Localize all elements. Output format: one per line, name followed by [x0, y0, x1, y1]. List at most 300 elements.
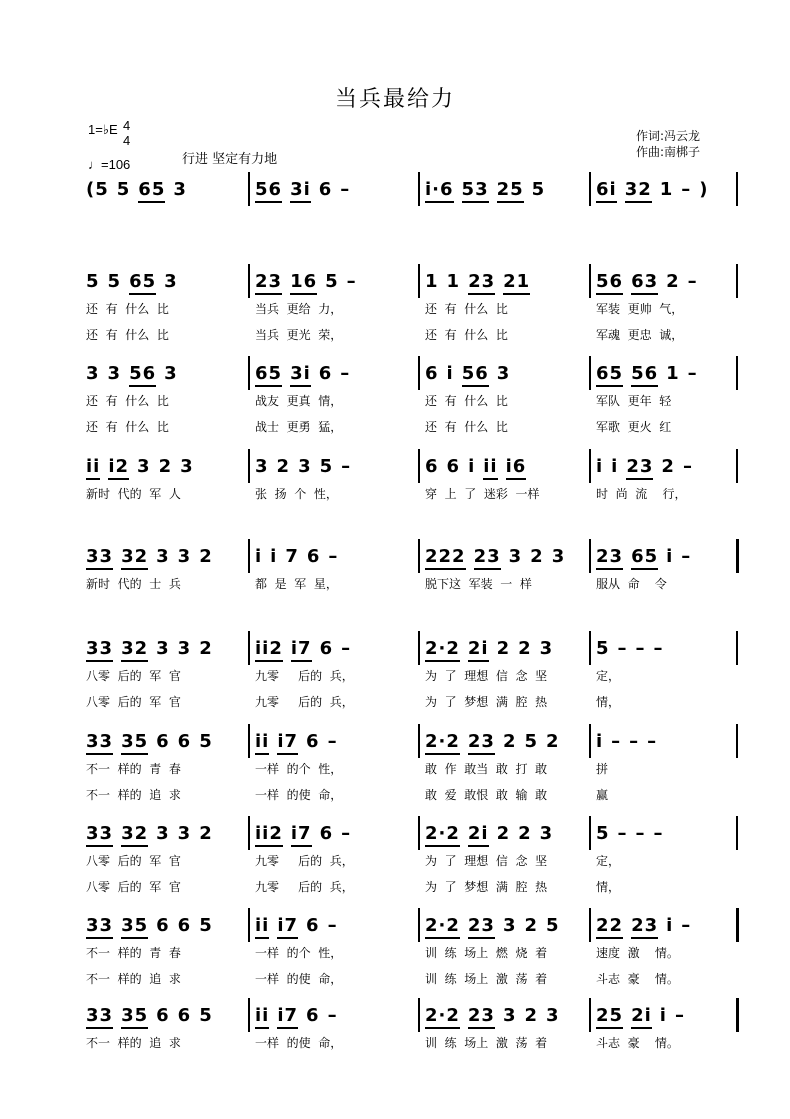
lyric-verse-1: 九零 后的 兵， [255, 854, 354, 868]
note: 2 [524, 1005, 539, 1026]
note: – [327, 1005, 338, 1026]
bar-line [589, 724, 591, 758]
note: 5 [199, 915, 213, 936]
lyric-verse-1: 九零 后的 兵， [255, 669, 354, 683]
bar-line [418, 449, 420, 483]
note: – [341, 823, 352, 844]
time-signature [123, 118, 130, 148]
note: 56 [462, 363, 489, 387]
bar-line [589, 816, 591, 850]
lyric-verse-1: 军队 更年 轻 [596, 394, 672, 408]
measure [596, 270, 706, 296]
note: 33 [86, 823, 113, 847]
note: 56 [255, 179, 282, 203]
note: ii [255, 1005, 269, 1029]
note: 33 [86, 546, 113, 570]
note: 33 [86, 1005, 113, 1029]
note: 3 [551, 546, 566, 567]
lyric-verse-2: 敢 爱 敢恨 敢 输 敢 [425, 788, 548, 802]
lyric-verse-2: 军歌 更火 红 [596, 420, 672, 434]
credits [636, 128, 700, 160]
bar-line [418, 816, 420, 850]
note: – [682, 456, 693, 477]
note: – [635, 638, 646, 659]
note: 23 [474, 546, 501, 570]
note: 3 [177, 546, 192, 567]
notes-line [0, 545, 790, 571]
measure [596, 730, 665, 756]
notes-line [0, 822, 790, 848]
note: 3 [177, 823, 192, 844]
note: 6 [318, 363, 333, 384]
note: 3 [177, 638, 192, 659]
note: 2 [661, 456, 675, 477]
note: 3i [290, 363, 311, 387]
bar-line [736, 172, 738, 206]
note: 3 [107, 363, 122, 384]
lyric-verse-1: 定， [596, 854, 621, 868]
measure [255, 822, 359, 848]
note: – [653, 638, 664, 659]
note: (5 [86, 179, 109, 200]
lyric-verse-2: 情， [596, 880, 621, 894]
lyric-verse-1: 新时 代的 军 人 [86, 487, 181, 501]
bar-line [736, 998, 739, 1032]
measure [86, 545, 221, 571]
bar-line [418, 539, 420, 573]
measure [596, 362, 706, 388]
note: 23 [631, 915, 658, 939]
note: 3 [173, 179, 187, 200]
note: – [340, 179, 351, 200]
note: 2 [518, 823, 532, 844]
note: 65 [631, 546, 658, 570]
note: 3 [508, 546, 523, 567]
measure [596, 545, 699, 571]
note: 3 [496, 363, 511, 384]
lyric-verse-2: 为 了 梦想 满 腔 热 [425, 695, 548, 709]
bar-line [736, 631, 738, 665]
note: 2·2 [425, 638, 460, 662]
note: i7 [277, 1005, 298, 1029]
measure [255, 637, 359, 663]
note: ii [86, 456, 100, 480]
measure [255, 730, 346, 756]
lyric-verse-2: 八零 后的 军 官 [86, 695, 181, 709]
note: 25 [596, 1005, 623, 1029]
lyric-verse-1: 训 练 场上 激 荡 着 [425, 1036, 548, 1050]
lyric-verse-1: 一样 的个 性， [255, 762, 343, 776]
note: 32 [121, 823, 148, 847]
note: 6 [319, 638, 334, 659]
time-top: 4 [123, 118, 131, 133]
measure [255, 1004, 346, 1030]
note: 3 [156, 638, 170, 659]
lyric-verse-2: 一样 的使 命， [255, 788, 343, 802]
lyric-verse-2: 九零 后的 兵， [255, 880, 354, 894]
note: – [327, 731, 338, 752]
note: – [327, 915, 338, 936]
measure [425, 914, 568, 940]
note: 23 [255, 271, 282, 295]
note: i [596, 731, 604, 752]
note: 2 [276, 456, 291, 477]
note: 5 [319, 456, 334, 477]
note: 56 [631, 363, 658, 387]
notes-line [0, 362, 790, 388]
lyric-verse-1: 都 是 军 星， [255, 577, 338, 591]
note: – [674, 1005, 685, 1026]
note: 23 [468, 1005, 495, 1029]
notes-line [0, 455, 790, 481]
note: ii2 [255, 638, 283, 662]
note: – [681, 546, 692, 567]
lyric-verse-1: 不一 样的 追 求 [86, 1036, 181, 1050]
note: 2·2 [425, 731, 460, 755]
bar-line [589, 356, 591, 390]
note: 6 [306, 731, 320, 752]
measure [86, 455, 202, 481]
bar-line [418, 908, 420, 942]
note: 2·2 [425, 1005, 460, 1029]
lyric-verse-1: 八零 后的 军 官 [86, 669, 181, 683]
note: 3 [156, 546, 170, 567]
note: i7 [291, 638, 312, 662]
note: 2 [518, 638, 532, 659]
note: 3 [156, 823, 170, 844]
measure [425, 637, 561, 663]
note: 33 [86, 915, 113, 939]
note: 16 [290, 271, 317, 295]
note: 1 [666, 363, 680, 384]
note: 6 [425, 456, 439, 477]
note: 6 [156, 915, 170, 936]
note: 32 [121, 546, 148, 570]
lyric-verse-2: 军魂 更忠 诚， [596, 328, 684, 342]
lyric-verse-1: 还 有 什么 比 [86, 394, 169, 408]
note: 21 [503, 271, 530, 295]
note: 56 [596, 271, 623, 295]
note: 33 [86, 731, 113, 755]
note: 5 [107, 271, 122, 292]
lyric-verse-2: 还 有 什么 比 [425, 328, 508, 342]
note: 3i [290, 179, 311, 203]
note: 1 [659, 179, 674, 200]
note: – [681, 915, 692, 936]
note: – [647, 731, 658, 752]
note: i [446, 363, 454, 384]
note: 3 [502, 1005, 517, 1026]
measure [596, 822, 672, 848]
note: 35 [121, 1005, 148, 1029]
note: 3 [164, 271, 178, 292]
bar-line [418, 724, 420, 758]
note: 1 [446, 271, 461, 292]
measure [86, 914, 221, 940]
performance-style: 行进 坚定有力地 [182, 152, 278, 167]
bar-line [736, 264, 738, 298]
note: i [666, 915, 674, 936]
note: – [681, 179, 692, 200]
bar-line [589, 998, 591, 1032]
measure [596, 178, 717, 204]
note: 222 [425, 546, 466, 570]
bar-line [248, 908, 250, 942]
notes-line [0, 730, 790, 756]
measure [425, 822, 561, 848]
measure [425, 455, 534, 481]
lyric-verse-1: 定， [596, 669, 621, 683]
lyric-verse-1: 斗志 豪 情。 [596, 1036, 679, 1050]
composer: 作曲:南梆子 [636, 145, 701, 159]
measure [596, 637, 672, 663]
note: 5 [531, 179, 546, 200]
lyric-verse-2: 还 有 什么 比 [86, 420, 169, 434]
note: 2·2 [425, 915, 460, 939]
lyric-verse-2: 赢 [596, 788, 609, 802]
bar-line [248, 264, 250, 298]
bar-line [736, 908, 739, 942]
note: 6 [446, 456, 461, 477]
measure [86, 822, 221, 848]
note: 56 [129, 363, 156, 387]
lyric-verse-1: 战友 更真 情， [255, 394, 343, 408]
note: 5 [524, 731, 539, 752]
measure [255, 362, 358, 388]
note: 35 [121, 915, 148, 939]
note: 2i [468, 638, 489, 662]
lyric-verse-1: 一样 的使 命， [255, 1036, 343, 1050]
bar-line [736, 816, 738, 850]
notes-line [0, 270, 790, 296]
note: 2 [666, 271, 680, 292]
bar-line [248, 724, 250, 758]
measure [255, 914, 346, 940]
note: – [687, 271, 698, 292]
note: 6 [177, 731, 192, 752]
lyric-verse-1: 一样 的个 性， [255, 946, 343, 960]
lyric-verse-2: 不一 样的 追 求 [86, 972, 181, 986]
note: – [617, 823, 628, 844]
note: 2i [631, 1005, 652, 1029]
lyricist: 作词:冯云龙 [636, 129, 701, 143]
note: – [346, 271, 357, 292]
note: 65 [129, 271, 156, 295]
note: 2 [502, 731, 517, 752]
measure [596, 914, 699, 940]
lyric-verse-1: 当兵 更给 力， [255, 302, 343, 316]
tempo-marking: ♩=106 [88, 157, 131, 172]
bar-line [248, 539, 250, 573]
measure [255, 178, 358, 204]
note: 53 [462, 179, 489, 203]
measure [255, 455, 359, 481]
measure [425, 270, 538, 296]
note: 23 [468, 271, 495, 295]
lyric-verse-1: 还 有 什么 比 [425, 394, 508, 408]
note: – [328, 546, 339, 567]
note: 6 [156, 731, 170, 752]
measure [425, 1004, 568, 1030]
note: i·6 [425, 179, 454, 203]
note: 2 [496, 823, 511, 844]
lyric-verse-2: 为 了 梦想 满 腔 热 [425, 880, 548, 894]
note: 5 [325, 271, 339, 292]
bar-line [589, 264, 591, 298]
note: i [666, 546, 674, 567]
note: – [629, 731, 640, 752]
lyric-verse-1: 拼 [596, 762, 609, 776]
note: i [611, 456, 619, 477]
note: 6 [156, 1005, 170, 1026]
note: 5 [546, 915, 560, 936]
lyric-verse-1: 敢 作 敢当 敢 打 敢 [425, 762, 548, 776]
note: 3 [298, 456, 312, 477]
lyric-verse-1: 穿 上 了 迷彩 一样 [425, 487, 540, 501]
lyric-verse-1: 还 有 什么 比 [425, 302, 508, 316]
note: – [341, 456, 352, 477]
note: 32 [121, 638, 148, 662]
note: i7 [277, 915, 298, 939]
bar-line [589, 631, 591, 665]
note: – [635, 823, 646, 844]
song-title: 当兵最给力 [334, 87, 455, 112]
note: i [659, 1005, 667, 1026]
note: 6 [319, 823, 334, 844]
bar-line [589, 539, 591, 573]
bar-line [248, 449, 250, 483]
measure [86, 730, 221, 756]
lyric-verse-2: 训 练 场上 激 荡 着 [425, 972, 548, 986]
bar-line [418, 356, 420, 390]
note: i7 [291, 823, 312, 847]
bar-line [418, 172, 420, 206]
note: 1 [425, 271, 439, 292]
note: ii [483, 456, 497, 480]
note: i7 [277, 731, 298, 755]
bar-line [418, 264, 420, 298]
note: – [653, 823, 664, 844]
time-bottom: 4 [123, 133, 131, 148]
bar-line [589, 449, 591, 483]
lyric-verse-1: 不一 样的 青 春 [86, 946, 181, 960]
bar-line [736, 724, 738, 758]
note: 65 [596, 363, 623, 387]
note: 3 [539, 823, 554, 844]
bar-line [248, 998, 250, 1032]
note: 2 [199, 638, 213, 659]
note: 35 [121, 731, 148, 755]
lyric-verse-2: 八零 后的 军 官 [86, 880, 181, 894]
note: ii [255, 731, 269, 755]
notes-line [0, 914, 790, 940]
note: i [468, 456, 476, 477]
note: 2i [468, 823, 489, 847]
measure [86, 637, 221, 663]
note: – [617, 638, 628, 659]
lyric-verse-1: 为 了 理想 信 念 坚 [425, 669, 548, 683]
note: 23 [468, 915, 495, 939]
bar-line [248, 631, 250, 665]
note: i2 [108, 456, 129, 480]
note: 5 [199, 1005, 213, 1026]
note: 2 [496, 638, 511, 659]
lyric-verse-1: 时 尚 流 行， [596, 487, 687, 501]
note: 23 [596, 546, 623, 570]
note: 6i [596, 179, 617, 203]
note: 6 [318, 179, 333, 200]
measure [255, 270, 365, 296]
note: i [270, 546, 278, 567]
bar-line [248, 356, 250, 390]
bar-line [418, 998, 420, 1032]
lyric-verse-2: 斗志 豪 情。 [596, 972, 679, 986]
note: ) [699, 179, 709, 200]
note: 2 [530, 546, 544, 567]
measure [425, 362, 518, 388]
note: 5 [596, 823, 610, 844]
notes-line [0, 637, 790, 663]
bar-line [589, 172, 591, 206]
note: 25 [497, 179, 524, 203]
bar-line [736, 356, 738, 390]
note: – [341, 638, 352, 659]
note: – [611, 731, 622, 752]
measure [86, 178, 195, 204]
note: i6 [506, 456, 527, 480]
measure [255, 545, 346, 571]
notes-line [0, 178, 790, 204]
lyric-verse-2: 情， [596, 695, 621, 709]
lyric-verse-2: 战士 更勇 猛， [255, 420, 343, 434]
note: 63 [631, 271, 658, 295]
note: ii2 [255, 823, 283, 847]
note: 23 [626, 456, 653, 480]
lyric-verse-2: 当兵 更光 荣， [255, 328, 343, 342]
bar-line [418, 631, 420, 665]
bar-line [736, 539, 739, 573]
note: 32 [625, 179, 652, 203]
note: 3 [539, 638, 554, 659]
lyric-verse-2: 还 有 什么 比 [425, 420, 508, 434]
lyric-verse-1: 还 有 什么 比 [86, 302, 169, 316]
measure [425, 730, 568, 756]
note: 65 [138, 179, 165, 203]
note: i [255, 546, 263, 567]
measure [425, 178, 553, 204]
measure [86, 270, 186, 296]
note: 65 [255, 363, 282, 387]
bar-line [589, 908, 591, 942]
note: 6 [306, 1005, 320, 1026]
bar-line [736, 449, 738, 483]
note: 2 [524, 915, 539, 936]
lyric-verse-1: 不一 样的 青 春 [86, 762, 181, 776]
note: ii [255, 915, 269, 939]
measure [86, 362, 186, 388]
key-signature: 1=♭E [88, 122, 118, 137]
note: 3 [255, 456, 269, 477]
note: 5 [596, 638, 610, 659]
lyric-verse-1: 张 扬 个 性， [255, 487, 338, 501]
note: 6 [177, 1005, 192, 1026]
lyric-verse-2: 一样 的使 命， [255, 972, 343, 986]
note: 3 [180, 456, 194, 477]
note: 6 [306, 546, 321, 567]
note: 2 [546, 731, 560, 752]
note: 6 [177, 915, 192, 936]
lyric-verse-1: 脱下这 军装 一 样 [425, 577, 532, 591]
